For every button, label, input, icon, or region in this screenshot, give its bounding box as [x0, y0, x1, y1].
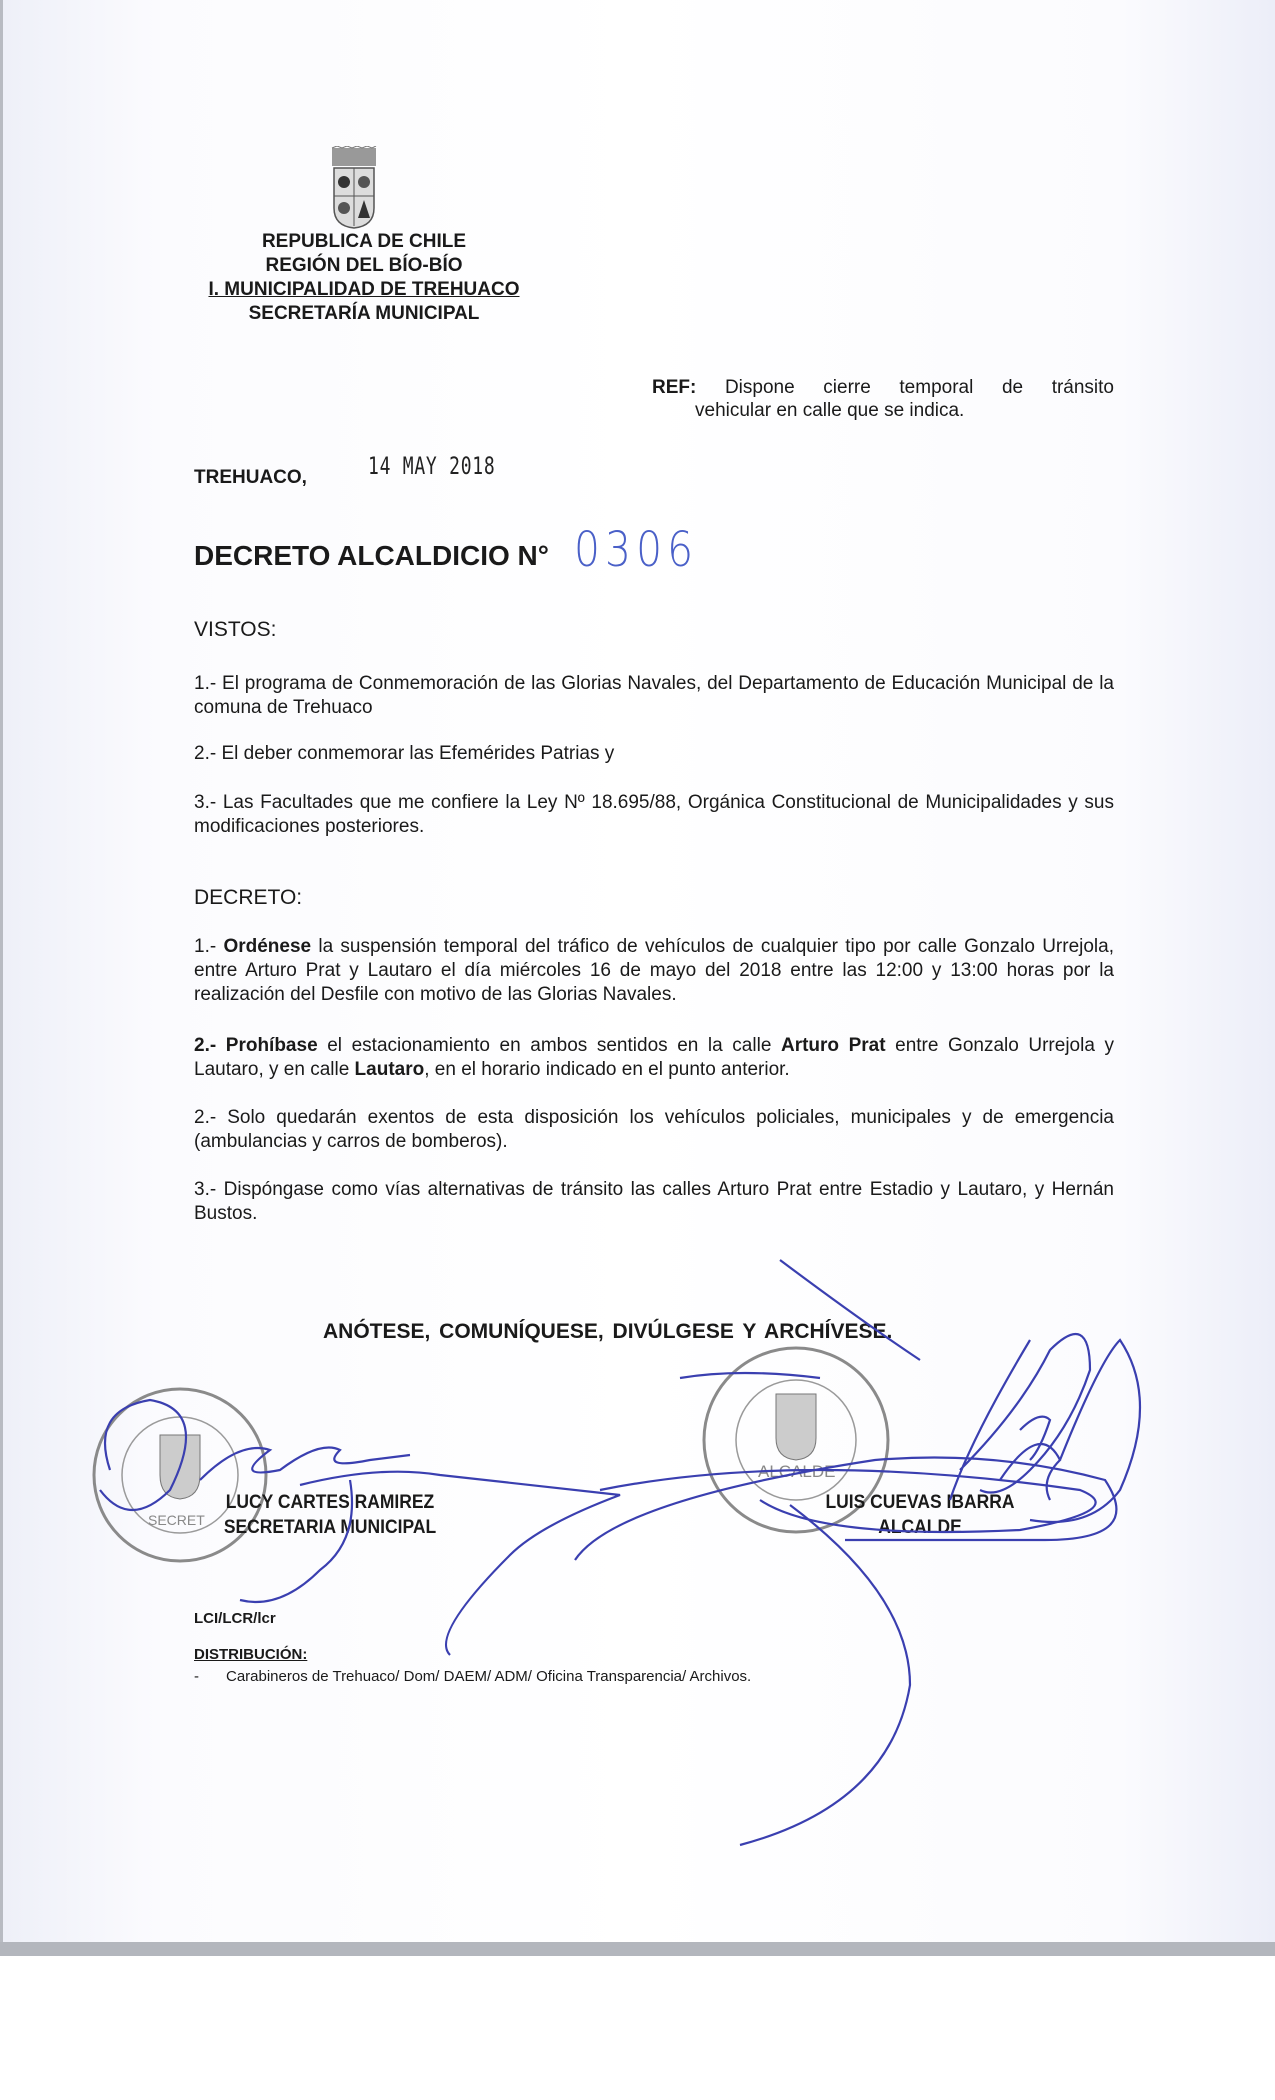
item-number: 2.- — [194, 1035, 226, 1056]
distribution-title: DISTRIBUCIÓN: — [194, 1646, 308, 1663]
date-stamp: 14 MAY 2018 — [368, 452, 496, 480]
decreto-title: DECRETO: — [194, 886, 303, 909]
scan-edge — [0, 1942, 1275, 1956]
municipal-coat-of-arms-logo — [326, 146, 382, 230]
signatory-right-name: LUIS CUEVAS IBARRA — [825, 1492, 1015, 1513]
signatory-left — [201, 1490, 459, 1540]
vistos-item-2: 2.- El deber conmemorar las Efemérides Patrias y — [194, 743, 615, 764]
signatory-left-name: LUCY CARTES RAMIREZ — [225, 1492, 435, 1513]
decreto-item-3: 2.- Solo quedarán exentos de esta disposición los vehículos policiales, municipales y de emergencia (ambulancias y carros de bomberos). — [194, 1107, 1114, 1152]
header-republica: REPUBLICA DE CHILE — [261, 231, 467, 252]
distribution-item-text: Carabineros de Trehuaco/ Dom/ DAEM/ ADM/ Oficina Transparencia/ Archivos. — [226, 1668, 752, 1685]
item-text: , en el horario indicado en el punto anterior. — [424, 1059, 790, 1080]
signatory-left-role: SECRETARIA MUNICIPAL — [223, 1517, 437, 1538]
item-keyword: Prohíbase — [225, 1035, 318, 1056]
decreto-item-1 — [194, 935, 1114, 1007]
bullet-dash: - — [194, 1668, 199, 1685]
header-region: REGIÓN DEL BÍO-BÍO — [265, 255, 463, 276]
header-secretaria: SECRETARÍA MUNICIPAL — [248, 303, 480, 324]
initials: LCI/LCR/lcr — [194, 1610, 276, 1627]
ref-label: REF: — [652, 377, 697, 398]
svg-text:SECRET: SECRET — [148, 1512, 205, 1528]
item-street: Arturo Prat — [780, 1035, 886, 1056]
ref-line1: Dispone cierre temporal de tránsito — [724, 377, 1114, 398]
vistos-title: VISTOS: — [194, 618, 277, 641]
decreto-item-4: 3.- Dispóngase como vías alternativas de tránsito las calles Arturo Prat entre Estadio y Lautaro, y Hernán Bustos. — [194, 1179, 1114, 1224]
vistos-item-1: 1.- El programa de Conmemoración de las Glorias Navales, del Departamento de Educación Municipal de la comuna de Trehuaco — [194, 673, 1114, 718]
header-municipalidad: I. MUNICIPALIDAD DE TREHUACO — [208, 279, 520, 300]
item-street: Lautaro — [354, 1059, 425, 1080]
place: TREHUACO, — [194, 467, 307, 488]
item-text: el estacionamiento en ambos sentidos en la calle — [317, 1035, 781, 1056]
closing-formula: ANÓTESE, COMUNÍQUESE, DIVÚLGESE Y ARCHÍVESE. — [323, 1320, 893, 1343]
signatory-right-role: ALCALDE — [878, 1517, 962, 1538]
item-text: la suspensión temporal del tráfico de vehículos de cualquier tipo por calle Gonzalo Urrejola, entre Arturo Prat y Lautaro el día miércoles 16 de mayo del 2018 entre las 12:00 y 13:00 horas por la realización del Desfile con motivo de las Glorias Navales. — [194, 936, 1114, 1005]
ref-line2: vehicular en calle que se indica. — [695, 400, 965, 421]
reference — [652, 376, 1114, 400]
signatory-right — [800, 1490, 1039, 1540]
vistos-item-3: 3.- Las Facultades que me confiere la Ley Nº 18.695/88, Orgánica Constitucional de Municipalidades y sus modificaciones posteriores. — [194, 792, 1114, 837]
decreto-item-2 — [194, 1034, 1114, 1082]
distribution-item — [194, 1668, 751, 1685]
decree-number-handwritten: 0306 — [574, 522, 699, 578]
item-number: 1.- — [194, 936, 224, 957]
svg-text:ALCALDE: ALCALDE — [758, 1462, 836, 1481]
item-text: entre Gonzalo Urrejola y Lautaro, y en calle — [194, 1035, 1114, 1080]
item-keyword: Ordénese — [223, 936, 312, 957]
decree-title: DECRETO ALCALDICIO N° — [194, 540, 549, 571]
